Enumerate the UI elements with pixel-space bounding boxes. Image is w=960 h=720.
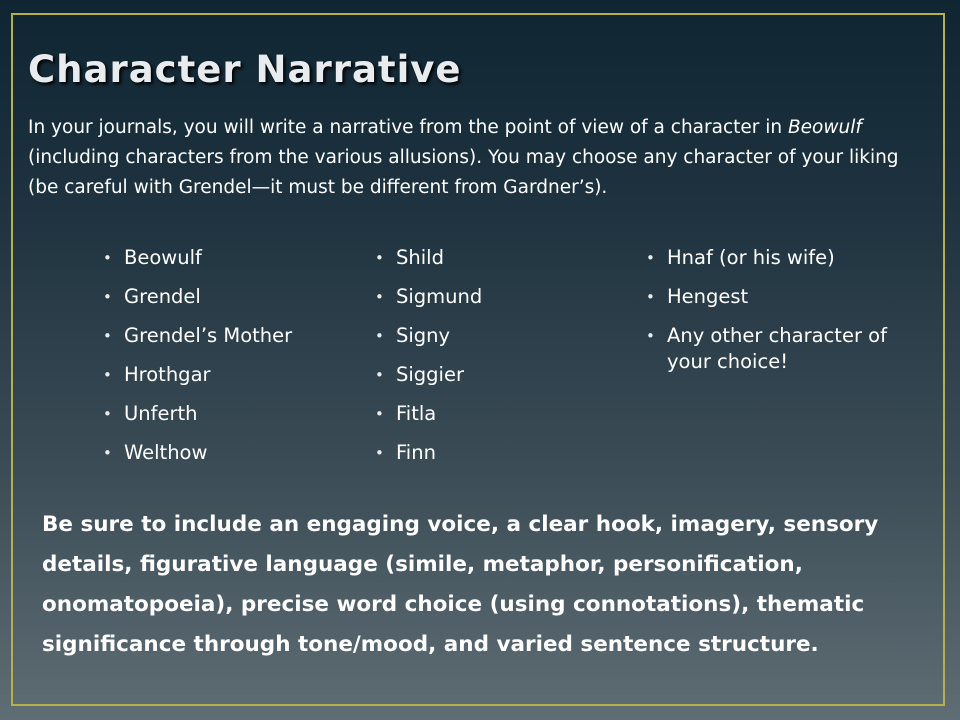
bullet-icon: •: [375, 366, 384, 384]
list-item: [375, 440, 615, 466]
list-item: [103, 284, 353, 310]
list-item-label: Beowulf: [124, 246, 202, 269]
slide-title: Character Narrative: [28, 48, 462, 91]
intro-paragraph: [28, 113, 928, 203]
bullet-icon: •: [646, 288, 655, 306]
instructions-paragraph: Be sure to include an engaging voice, a clear hook, imagery, sensory details, figurative language (simile, metaphor, personification, onomatopoeia), precise word choice (using connotations), thematic significance through tone/mood, and varied sentence structure.: [42, 512, 879, 657]
list-item: [375, 401, 615, 427]
list-item-label: Siggier: [396, 363, 464, 386]
bullet-icon: •: [375, 249, 384, 267]
list-item: [646, 323, 896, 375]
list-item: [375, 284, 615, 310]
list-item-label: Finn: [396, 441, 436, 464]
bullet-icon: •: [375, 288, 384, 306]
list-item: [103, 362, 353, 388]
list-item-label: Any other character of your choice!: [667, 324, 887, 373]
list-item-label: Grendel: [124, 285, 201, 308]
character-list-column-1: [103, 245, 353, 479]
bullet-icon: •: [375, 327, 384, 345]
list-item-label: Shild: [396, 246, 444, 269]
intro-book-title: Beowulf: [787, 117, 862, 138]
list-item: [103, 323, 353, 349]
character-list-column-3: [646, 245, 896, 388]
bullet-icon: •: [646, 327, 655, 345]
intro-text-start: In your journals, you will write a narrative from the point of view of a character in: [28, 117, 788, 138]
list-item: [103, 401, 353, 427]
list-item: [103, 245, 353, 271]
bullet-icon: •: [103, 249, 112, 267]
list-item-label: Signy: [396, 324, 451, 347]
list-item: [375, 245, 615, 271]
bullet-icon: •: [103, 327, 112, 345]
bullet-icon: •: [103, 288, 112, 306]
intro-text-end: (including characters from the various allusions). You may choose any character of your liking (be careful with Grendel—it must be different from Gardner’s).: [28, 147, 899, 198]
list-item: [646, 284, 896, 310]
list-item-label: Fitla: [396, 402, 437, 425]
list-item-label: Grendel’s Mother: [124, 324, 293, 347]
list-item: [646, 245, 896, 271]
bullet-icon: •: [375, 444, 384, 462]
bullet-icon: •: [103, 444, 112, 462]
list-item-label: Hengest: [667, 285, 749, 308]
list-item-label: Hrothgar: [124, 363, 211, 386]
list-item-label: Hnaf (or his wife): [667, 246, 835, 269]
list-item: [375, 362, 615, 388]
bullet-icon: •: [103, 366, 112, 384]
character-list-column-2: [375, 245, 615, 479]
list-item: [103, 440, 353, 466]
bullet-icon: •: [103, 405, 112, 423]
list-item-label: Unferth: [124, 402, 198, 425]
bullet-icon: •: [646, 249, 655, 267]
bullet-icon: •: [375, 405, 384, 423]
list-item-label: Welthow: [124, 441, 208, 464]
list-item-label: Sigmund: [396, 285, 483, 308]
list-item: [375, 323, 615, 349]
